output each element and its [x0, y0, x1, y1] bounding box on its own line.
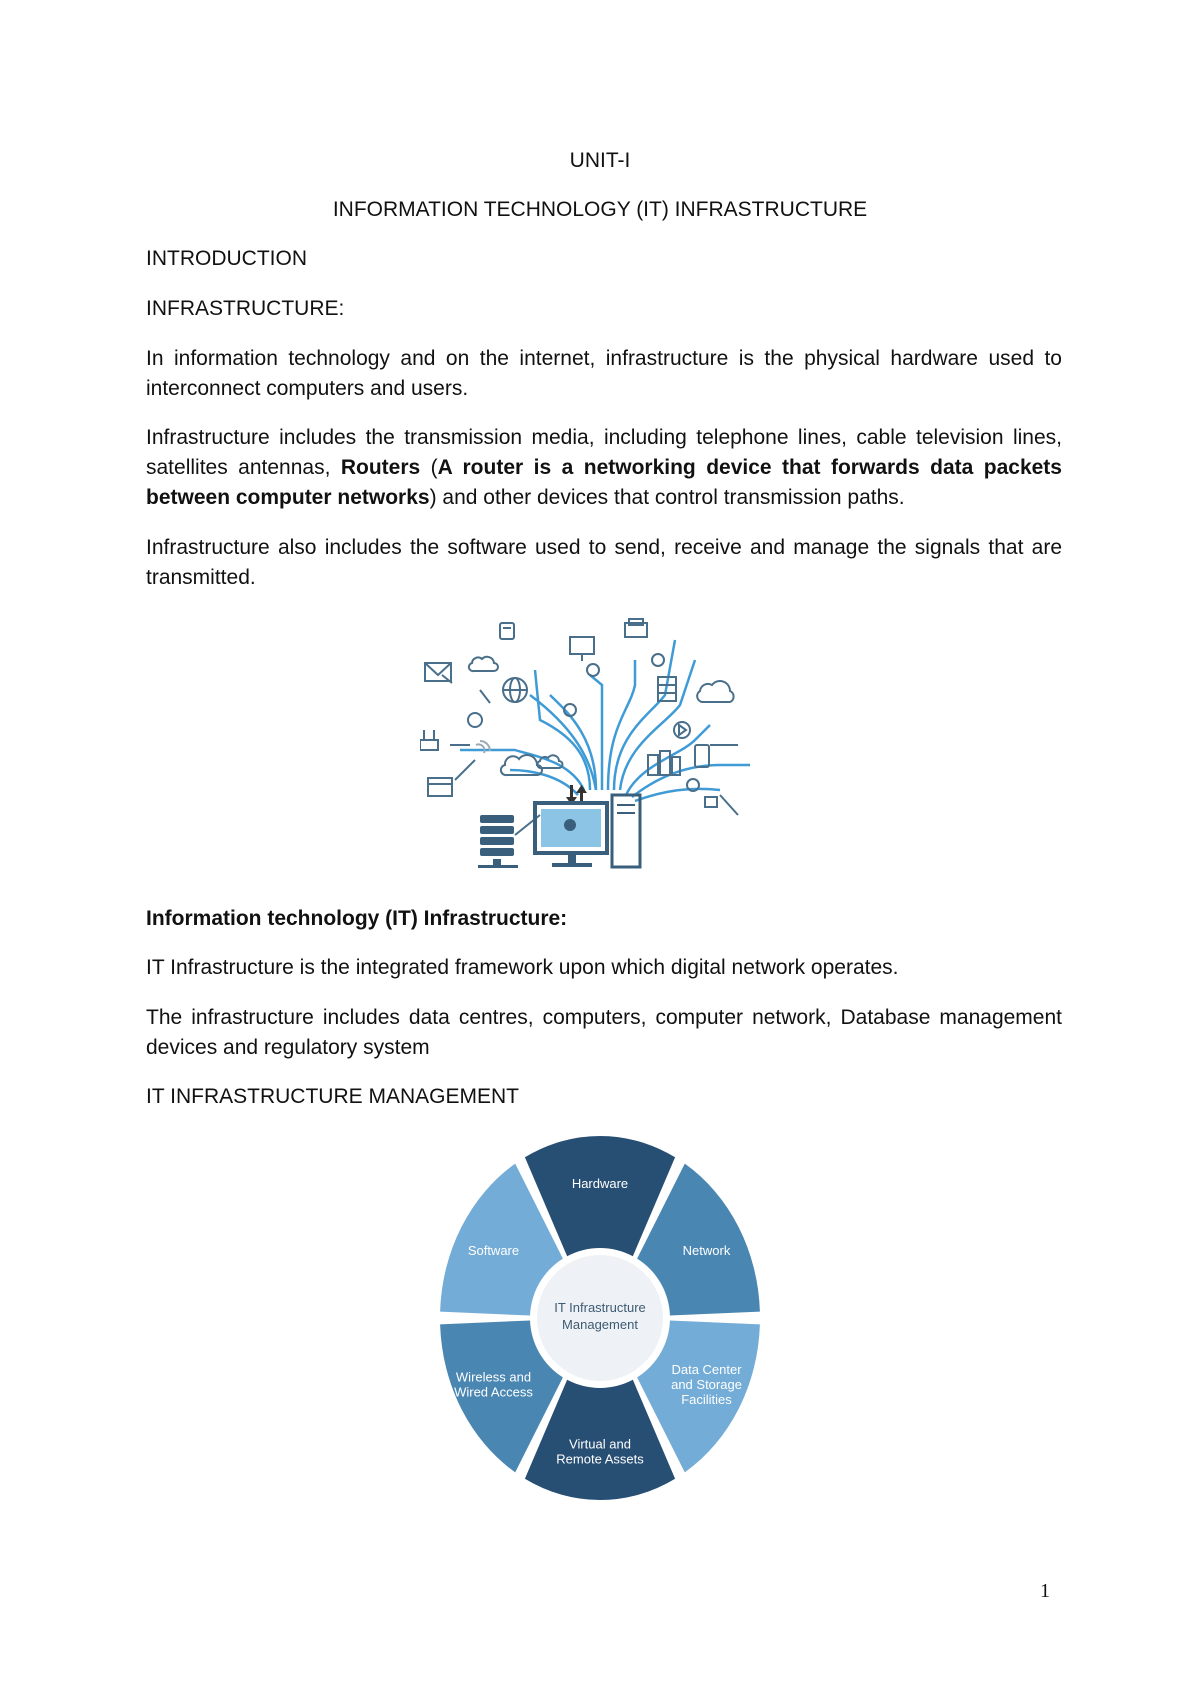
- wheel-segment-label: Hardware: [571, 1176, 629, 1191]
- routers-term: Routers: [340, 456, 421, 479]
- wheel-segment-label: Network: [682, 1243, 731, 1258]
- heading-infrastructure: INFRASTRUCTURE:: [146, 297, 345, 320]
- network-illustration: [420, 615, 790, 875]
- wheel-segment-label: Wired Access: [454, 1384, 533, 1400]
- paragraph-infrastructure-definition: In information technology and on the internet, infrastructure is the physical hardware used to interconnect computers and users.: [146, 347, 1062, 400]
- page-number: 1: [1040, 1580, 1050, 1602]
- heading-it-infrastructure: Information technology (IT) Infrastructure:: [146, 907, 568, 930]
- it-management-wheel-diagram: [430, 1128, 770, 1508]
- paragraph-it-framework: IT Infrastructure is the integrated framework upon which digital network operates.: [146, 956, 899, 979]
- wheel-segment-label: Software: [467, 1243, 520, 1258]
- desktop-computer-icon: [535, 795, 640, 867]
- monitor-icon: [570, 637, 594, 661]
- router-icon: [420, 730, 438, 750]
- wheel-segment-label: and Storage: [671, 1377, 742, 1392]
- telephone-icon: [500, 623, 514, 639]
- cloud-device-icon: [687, 779, 717, 807]
- server-stack-icon: [478, 815, 518, 868]
- wheel-center-line-2: Management: [562, 1317, 638, 1332]
- document-subtitle: INFORMATION TECHNOLOGY (IT) INFRASTRUCTURE: [332, 198, 868, 221]
- heading-it-infrastructure-management: IT INFRASTRUCTURE MANAGEMENT: [146, 1085, 519, 1108]
- wheel-segment-label: Remote Assets: [556, 1451, 644, 1467]
- unit-title: UNIT-I: [569, 149, 631, 172]
- cloud-icon: [469, 657, 498, 671]
- cloud-icon: [697, 681, 733, 702]
- paragraph-infrastructure-includes: The infrastructure includes data centres, computers, computer network, Database management devices and regulatory system: [146, 1006, 1062, 1059]
- settings-icon: [652, 654, 664, 666]
- printer-icon: [625, 619, 647, 637]
- wheel-segment-label: Facilities: [681, 1392, 732, 1407]
- router-definition: A router is a networking device that forwards data packets between computer networks: [146, 456, 1062, 509]
- heading-introduction: INTRODUCTION: [146, 247, 307, 270]
- browser-window-icon: [428, 778, 452, 796]
- paragraph-software: Infrastructure also includes the software used to send, receive and manage the signals that are transmitted.: [146, 536, 1062, 589]
- wheel-segment-label: Data Center: [671, 1362, 742, 1377]
- clock-icon: [468, 713, 482, 727]
- globe-icon: [503, 678, 527, 702]
- wheel-segment-label: Wireless and: [455, 1369, 532, 1385]
- wheel-center-line-1: IT Infrastructure: [554, 1300, 646, 1315]
- target-icon: [587, 664, 599, 676]
- wheel-segment-label: Virtual and: [569, 1436, 631, 1452]
- tablet-icon: [695, 745, 709, 767]
- paragraph-transmission-media: Infrastructure includes the transmission media, including telephone lines, cable television lines, satellites antennas, Routers (A router is a networking device that forwards data packets between computer networks) and other devices that control transmission paths.: [146, 426, 1062, 509]
- play-icon: [674, 722, 690, 738]
- paragraph-text: Infrastructure includes the transmission media, including telephone lines, cable television lines, satellites antennas,: [146, 426, 1062, 479]
- connection-lines: [460, 640, 750, 801]
